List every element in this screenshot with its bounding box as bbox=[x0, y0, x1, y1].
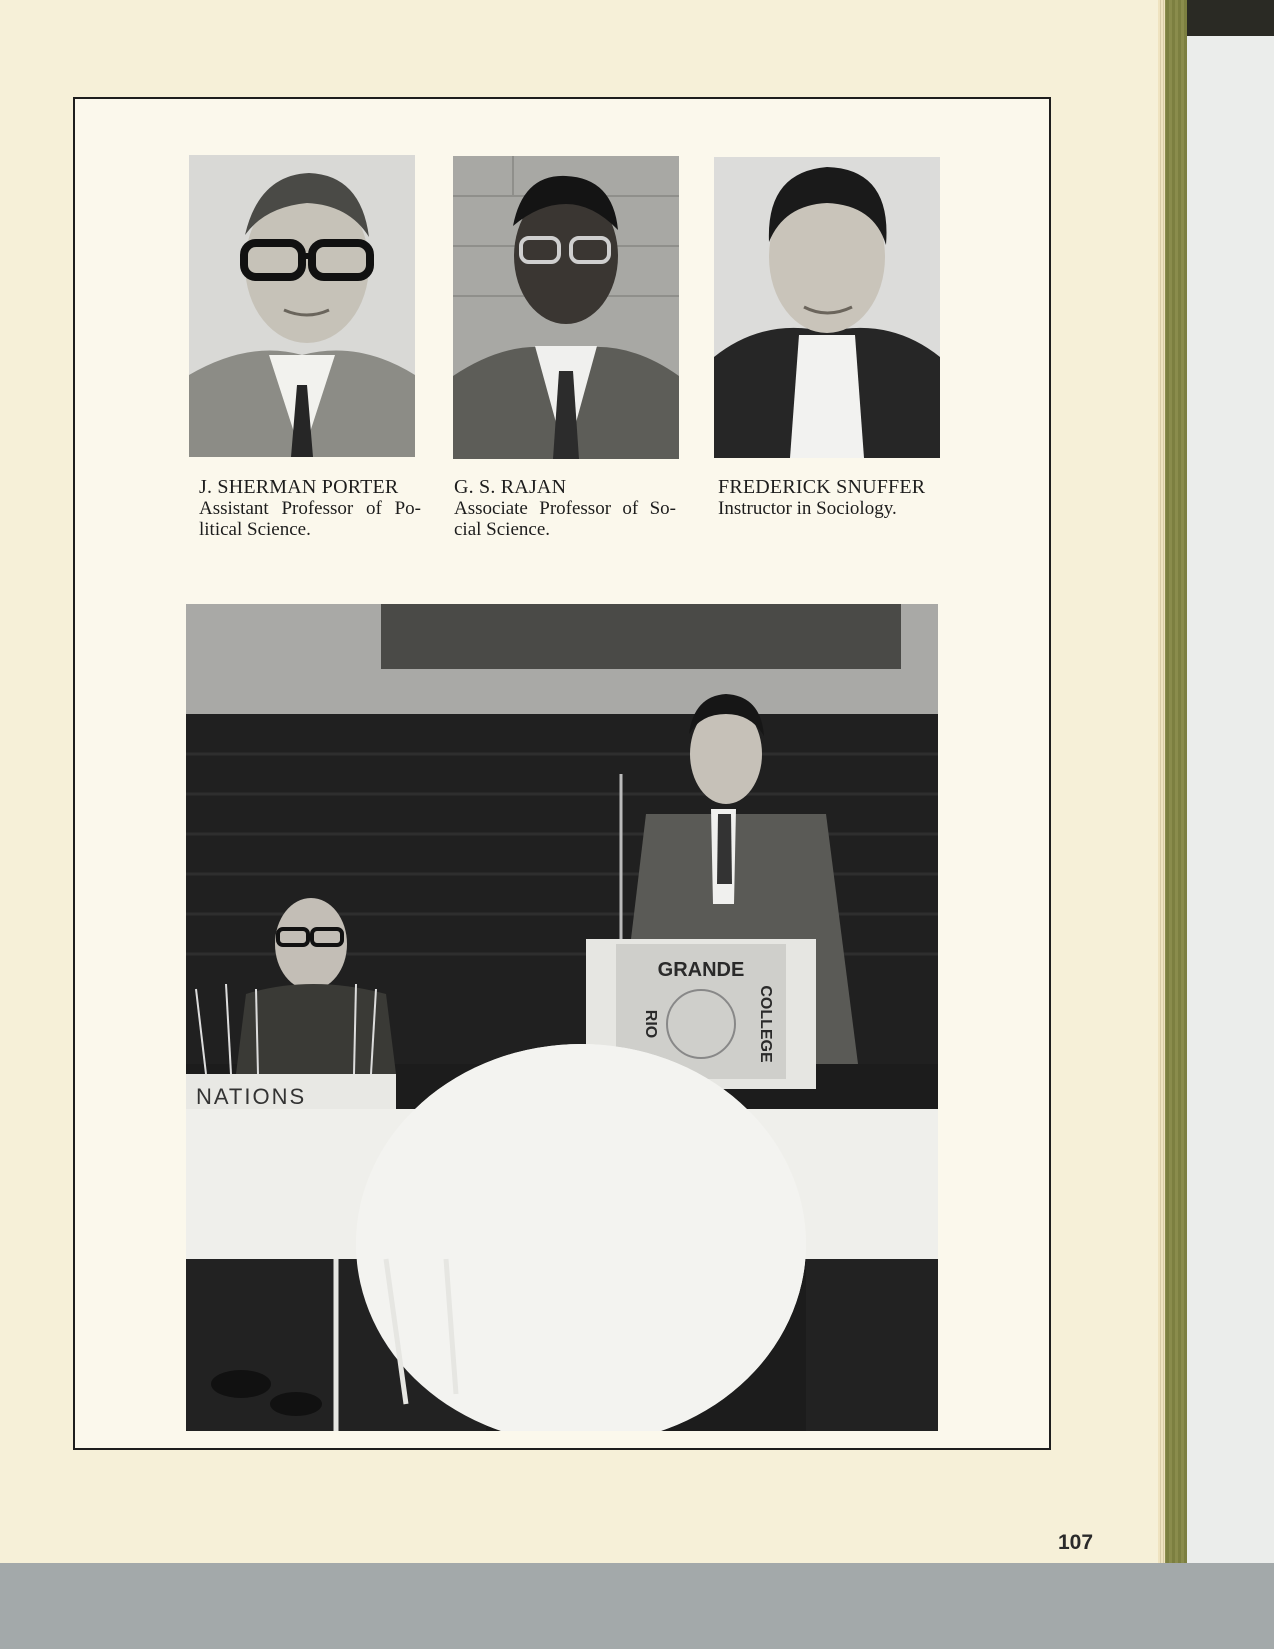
faculty-title: Assistant Professor of Po- litical Science. bbox=[199, 498, 421, 540]
scanner-bottom-strip bbox=[0, 1563, 1274, 1649]
caption-porter bbox=[199, 477, 421, 540]
podium-text-right: COLLEGE bbox=[757, 985, 774, 1063]
scanner-bed-strip bbox=[1187, 36, 1274, 1566]
faculty-title: Associate Professor of So- cial Science. bbox=[454, 498, 676, 540]
podium-text-left: RIO bbox=[642, 1009, 659, 1039]
book-spine-top bbox=[1180, 0, 1274, 36]
book-binding bbox=[1163, 0, 1187, 1565]
faculty-name: G. S. RAJAN bbox=[454, 476, 567, 498]
faculty-name: J. SHERMAN PORTER bbox=[199, 476, 399, 498]
portrait-snuffer bbox=[714, 157, 940, 458]
faculty-name: FREDERICK SNUFFER bbox=[718, 476, 926, 498]
podium-text-top: GRANDE bbox=[657, 959, 745, 981]
caption-snuffer bbox=[718, 477, 940, 519]
faculty-title: Instructor in Sociology. bbox=[718, 498, 897, 519]
portrait-rajan bbox=[453, 156, 679, 459]
caption-rajan bbox=[454, 477, 676, 540]
table-sign-text: NATIONS bbox=[196, 1084, 307, 1109]
event-photo bbox=[186, 604, 938, 1431]
page-number: 107 bbox=[1058, 1531, 1094, 1554]
portrait-porter bbox=[189, 155, 415, 457]
